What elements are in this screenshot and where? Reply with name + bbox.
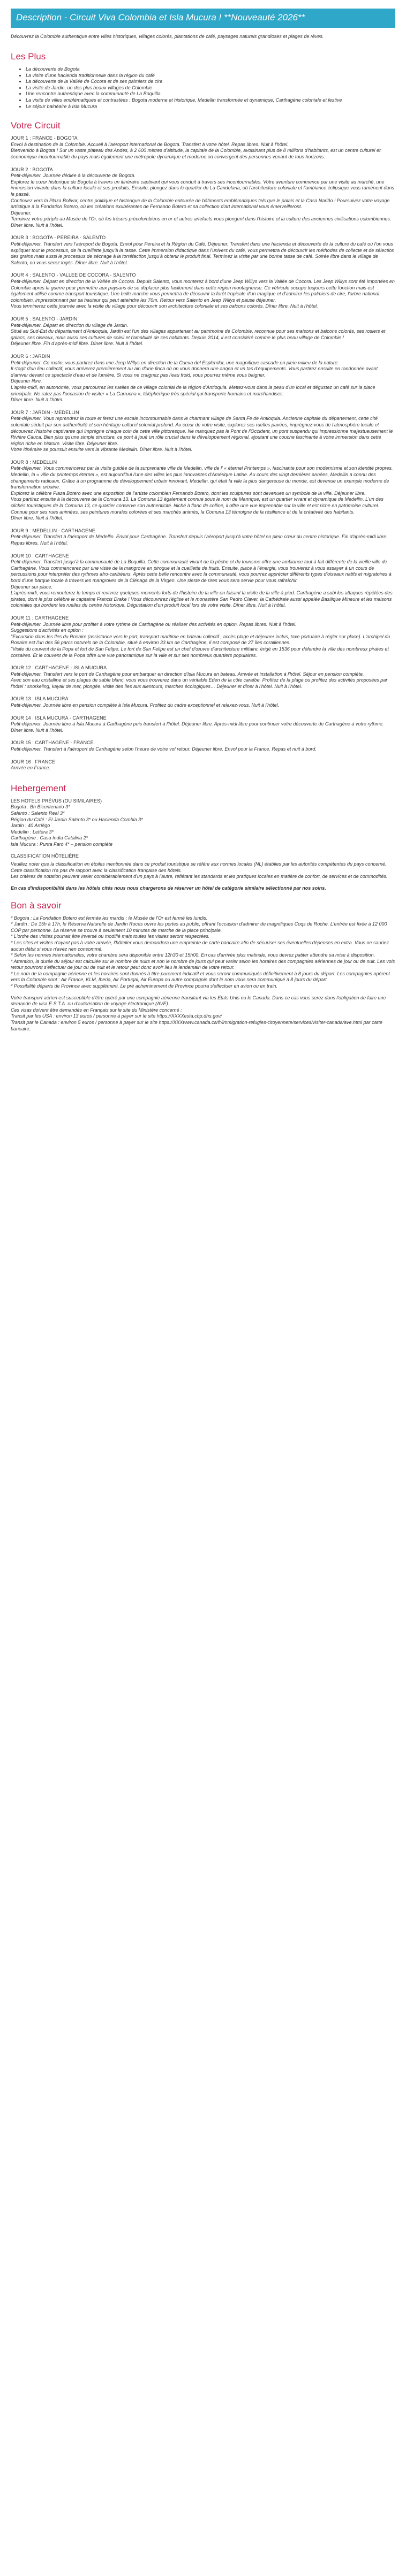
classification-line: Les critères de notation peuvent varier considérablement d'un pays à l'autre, reflétant les standards et les pratiques locales en matière de confort, de services et de commodités.: [11, 874, 388, 880]
hotel-item: Salento : Salento Real 3*: [11, 811, 65, 816]
plus-heading: Les Plus: [11, 51, 46, 62]
intro-text: Découvrez la Colombie authentique entre villes historiques, villages colorés, plantations de café, paysages naturels grandioses et plages de rêves.: [11, 34, 324, 39]
day-text: Petit-déjeuner. Journée libre en pension complète à Isla Mucura. Profitez du cadre exceptionnel et relaxez-vous. Nuit à l'hôtel.: [11, 702, 280, 708]
hotel-item: Région du Café : El Jardin Salento 3* ou Hacienda Combia 3*: [11, 816, 143, 822]
bon-line: * L'ordre des visites pourrait être inversé ou modifié mais toutes les visites seront respectées.: [11, 934, 210, 939]
day-text: Petit-déjeuner. Transfert à l'aéroport de Medellin. Envol pour Carthagène. Transfert depuis l'aéroport jusqu'à votre hôtel en plein cœur du centre historique. Fin d'après-midi libre. Repas libres. Nuit à l'hôtel.: [11, 534, 388, 546]
day-heading: JOUR 10 : CARTHAGENE: [11, 553, 69, 559]
day-text: Avec son eau cristalline et ses plages de sable blanc, vous vous trouverez dans un véritable Eden de la côte caraïbe. Profitez de la plage ou profitez des activités proposées par l'hôtel : snorkeling, kayak de mer, plongée, visite des îles aux alentours, marches écologiques… Déjeuner et dîner à l'hôtel. Nuit à l'hôtel.: [11, 677, 388, 689]
day-heading: JOUR 8 : MEDELLIN: [11, 459, 57, 465]
day-block: [11, 460, 395, 522]
day-text: Déjeuner.: [11, 210, 32, 216]
day-block: [11, 235, 395, 266]
hotel-note: En cas d'indisponibilité dans les hôtels cités nous nous chargerons de réserver un hôtel de catégorie similaire sélectionné par nos soins.: [11, 885, 326, 891]
day-text: Petit-déjeuner. Transfert vers l'aéroport de Bogota. Envol pour Pereira et la Région du Café. Déjeuner. Transfert dans une hacienda et découverte de la culture du café où l'on vous expliquer tout le processus, de la cueillette jusqu'à la tasse. Cette immersion didactique dans l'univers du café, vous permettra de découvrir les méthodes de collecte et de sélection des grains mais aussi le processus de séchage à la torréfaction jusqu'à obtenir le produit final. Terminez la visite par une bonne tasse de café. Soirée libre dans le village de Salento, où vous serez logés. Dîner libre. Nuit à l'hôtel.: [11, 241, 395, 265]
bon-line: * Possibilité départs de Province avec supplément. Le pré acheminement de Province pourra s'effectuer en avion ou en train.: [11, 983, 278, 989]
hotel-list: [11, 804, 395, 847]
day-block: [11, 528, 395, 547]
day-text: Vous partirez ensuite à la découverte de la Comuna 13. La Comuna 13 également connue sous le nom de Manrique, est un quartier vivant et dynamique de Medellin. L'un des clichés touristiques de la Comuna 13, ce quartier conserve son authenticité. Niché à flanc de colline, il offre une vue imprenable sur la ville et est riche en patrimoine culturel. Connue pour ses rues animées, ses peintures murales colorées et ses marchés animés, la Comuna 13 témoigne de la résilience et de la créativité des habitants.: [11, 496, 384, 515]
day-block: [11, 316, 395, 347]
day-heading: JOUR 13 : ISLA MUCURA: [11, 696, 69, 702]
hotel-item: Medellin : Lettera 3*: [11, 829, 54, 835]
day-text: Petit-déjeuner. Départ en direction du village de Jardin.: [11, 322, 129, 328]
day-text: Bienvenido à Bogota ! Sur un vaste plateau des Andes, à 2 600 mètres d'altitude, la capitale de la Colombie, avoisinant plus de 8 millions d'habitants, est un centre culturel et économique incontournable du pays mais également une métropole dynamique et moderne où convergent des personnes venant de tous horizons.: [11, 148, 381, 159]
classification-text: [11, 861, 395, 880]
day-text: Vous terminerez cette journée avec la visite du village pour découvrir son architecture coloniale et ses balcons colorés. Dîner libre. Nuit à l'hôtel.: [11, 303, 318, 309]
day-heading: JOUR 7 : JARDIN - MEDELLIN: [11, 409, 79, 415]
classification-line: Veuillez noter que la classification en étoiles mentionnée dans ce produit touristique se réfère aux normes locales (NL) établies par les autorités compétentes du pays concerné.: [11, 861, 387, 867]
classification-heading: CLASSIFICATION HÔTELIÈRE: [11, 853, 79, 859]
day-text: Il s'agit d'un lieu collectif, vous arriverez premièrement au ain d'une finca où on vous donnera une anqea et un tas d'équipements. Vous partirez ensuite en randonnée avant d'arriver devant ce spectacle d'eau et de lumière. Si vous ne craignez pas l'eau froid, vous pourrez même vous baigner.: [11, 366, 378, 378]
visa-line: Transit par le Canada : environ 5 euros / personne à payer sur le site https://XXXwww.canada.ca/fr/immigration-refugies-citoyennete/services/visiter-canada/ave.html par carte bancaire.: [11, 1020, 382, 1031]
bon-line: * Jardin : De 15h à 17h, le Réserva Naturelle de Jardín Roces ouvre les portes au public, offrant l'occasion d'admirer de magnifiques Coqs de Roche. L'entrée est fixée à 12 000 COP par personne. La réserve se trouve à seulement 10 minutes de marche de la place principale.: [11, 921, 387, 933]
plus-item: • La découverte de la Vallée de Cocora et de ses palmiers de cire: [26, 79, 395, 85]
day-text: Petit-déjeuner. Journée dédiée à la découverte de Bogota.: [11, 173, 136, 179]
day-heading: JOUR 16 : FRANCE: [11, 759, 56, 765]
day-block: [11, 553, 395, 609]
day-block: [11, 354, 395, 403]
bon-line: * Les sites et visites n'ayant pas à votre arrivée, l'hôtelier vous demandera une empreinte de carte bancaire afin de sécuriser ses éventuelles dépenses en extra. Vous ne sauriez aucun débit si vous n'avez rien consommé.: [11, 939, 389, 952]
plus-item: • Le séjour balnéaire à Isla Mucura: [26, 104, 395, 110]
day-heading: JOUR 6 : JARDIN: [11, 353, 50, 359]
hotel-item: Carthagène : Casa India Catalina 2*: [11, 835, 88, 841]
hotel-item: Jardin : 40 Arriégo: [11, 823, 50, 829]
day-heading: JOUR 2 : BOGOTA: [11, 166, 53, 172]
day-heading: JOUR 15 : CARTHAGENE - FRANCE: [11, 740, 94, 746]
day-text: Petit-déjeuner. Vous commencerez par la visite guidée de la surprenante ville de Medellin, ville de l' « éternel Printemps », fascinante pour son modernisme et son identité propres.: [11, 465, 393, 471]
day-block: [11, 759, 395, 771]
day-text: Petit-déjeuner. Journée libre pour profiter à votre rythme de Carthagène ou réaliser des activités en option. Repas libres. Nuit à l'hôtel.: [11, 621, 297, 627]
bon-heading: Bon à savoir: [11, 900, 62, 911]
day-block: [11, 135, 395, 160]
day-heading: JOUR 14 : ISLA MUCURA - CARTHAGENE: [11, 715, 107, 721]
day-text: Suggestions d'activités en option :: [11, 628, 84, 633]
day-text: Situé au Sud-Est du département d'Antioquia, Jardin est l'un des villages appartenant au patrimoine de Colombie, reconnue pour ses maisons et balcons colorés, ses rosiers et galacs, ses oiseaux, mais aussi ses cultures de soleil et l'amabilité de ses habitants. Depuis 2014, il est considéré comme le plus beau village de Colombie !: [11, 328, 386, 340]
day-text: Envol à destination de la Colombie. Accueil à l'aéroport international de Bogota. Transfert à votre hôtel. Repas libres. Nuit à l'hôtel.: [11, 141, 289, 147]
bon-line: * Bogota : La Fondation Botero est fermée les mardis ; le Musée de l'Or est fermé les lundis.: [11, 915, 208, 921]
day-text: Petit-déjeuner. Transfert jusqu'à la communauté de La Boquilla. Cette communauté vivant de la pêche et du tourisme offre une ambiance tout à fait différente de la vieille ville de Carthagène. Vous commencerez par une visite de la mangrove en pirogue et la cueillette de fruits. Ensuite, place à l'énergie, vous trouverez à vous essayer à un cours de percussions pour interpréter des rythmes afro-caribéens. Après cette belle rencontre avec la communauté, vous pourrez apprécier différents types d'oiseaux natifs et migratoires à bord d'une barque locale à travers les mangroves de la Ciénaga de la Virgen. Une sieste de rires vous sera servie pour vous rafraîchir.: [11, 559, 392, 583]
hotels-heading: LES HOTELS PRÉVUS (OU SIMILAIRES): [11, 798, 102, 804]
plus-item: • La découverte de Bogota: [26, 66, 395, 73]
day-block: [11, 715, 395, 734]
day-heading: JOUR 11 : CARTHAGENE: [11, 615, 69, 621]
day-text: Dîner libre. Nuit à l'hôtel.: [11, 515, 64, 521]
day-text: Medellin, la « ville du printemps éternel », est aujourd'hui l'une des villes les plus innovantes d'Amérique Latine. Au cours des vingt dernières années, Medellin a connu des changements radicaux. Grâce à un programme de développement urbain innovant, Medellin, qui était la ville la plus dangereuse du monde, est devenue un exemple moderne de transformation urbaine.: [11, 472, 389, 490]
day-text: Explorez le cœur historique de Bogota à travers un itinéraire captivant qui vous conduit à travers ses incontournables. Votre aventure commence par une visite au marché, une immersion vivante dans la culture locale et ses produits. Ensuite, plongez dans le quartier de La Candelaria, où l'architecture coloniale et l'ambiance éclipsique vous ramènent dans le passé.: [11, 179, 394, 197]
day-heading: JOUR 4 : SALENTO - VALLEE DE COCORA - SALENTO: [11, 272, 136, 278]
day-text: Déjeuner libre. Fin d'après-midi libre. Dîner libre. Nuit à l'hôtel.: [11, 341, 144, 347]
classification-line: Cette classification n'a pas de rapport avec la classification française des hôtels.: [11, 867, 182, 873]
day-heading: JOUR 3 : BOGOTA - PEREIRA - SALENTO: [11, 235, 106, 241]
day-text: Dîner libre. Nuit à l'hôtel.: [11, 397, 64, 403]
circuit-days: [11, 135, 395, 771]
day-block: [11, 696, 395, 708]
plus-item: • La visite de Jardin, un des plus beaux villages de Colombie: [26, 85, 395, 91]
day-block: [11, 740, 395, 752]
day-text: L'après-midi, vous remonterez le temps et revivrez quelques moments forts de l'histoire de la ville en faisant la visite de la ville à pied. Carthagène a subi les attaques répétées des pirates, dont le plus célèbre le capitaine Francis Drake ! Vous découvrirez l'église et le monastère San Pedro Claver, la Cathédrale aussi appelée Basilique Mineure et les maisons coloniales qui bordent les ruelles du centre historique. Dégustation d'un produit local lors de votre visite. Dîner libre. Nuit à l'hôtel.: [11, 590, 393, 608]
visa-line: Votre transport aérien est susceptible d'être opéré par une compagnie aérienne transitant via les Etats Unis ou le Canada. Dans ce cas vous serez dans l'obligation de faire une demande de visa E.S.T.A. ou d'autorisation de voyage électronique (AVE).: [11, 995, 386, 1007]
hotels-section: [11, 798, 395, 892]
bon-list: [11, 915, 395, 990]
day-heading: JOUR 9 : MEDELLIN - CARTHAGENE: [11, 528, 95, 533]
plus-item: • La visite d'une hacienda traditionnelle dans la région du café: [26, 73, 395, 79]
day-heading: JOUR 1 : FRANCE - BOGOTA: [11, 135, 78, 141]
day-text: Petit-déjeuner. Journée libre à Isla Mucura à Carthagène puis transfert à l'hôtel. Déjeuner libre. Après-midi libre pour continuer votre découverte de Carthagène à votre rythme. Dîner libre. Nuit à l'hôtel.: [11, 721, 384, 733]
day-block: [11, 615, 395, 659]
day-text: Petit-déjeuner. Transfert à l'aéroport de Carthagène selon l'heure de votre vol retour. Déjeuner libre. Envol pour la France. Repas et nuit à bord.: [11, 746, 317, 752]
day-text: Déjeuner libre.: [11, 378, 42, 384]
visa-line: Ces visas doivent être demandés en Français sur le site du Ministère concerné :: [11, 1007, 182, 1013]
day-text: "Visite du couvent de la Popa et fort de San Felipe. Le fort de San Felipe est un chef d'œuvre d'architecture militaire, érigé en 1536 pour défendre la ville des nombreux pirates et corsaires. Et le couvent de la Popa offre une vue panoramique sur la ville et sur ses nombreux quartiers populaires.: [11, 646, 389, 658]
visa-line: Transit par les USA : environ 13 euros / personne à payer sur le site https://XXXXesta.cbp.dhs.gov/: [11, 1013, 222, 1019]
day-text: Petit-déjeuner. Vous reprendrez la route et ferez une escale incontournable dans le charmant village de Santa Fe de Antioquia. Ancienne capitale du département, cette cité coloniale séduit par son authenticité et son héritage culturel colonial profond. Au cœur de votre visite, explorez ses ruelles pavées, imprégnez-vous de l'atmosphère locale et découvrez l'histoire captivante qui imprègne chaque coin de cette ville pittoresque. Ne manquez pas le Pont de l'Occident, un pont suspendu qui impressionne majestueusement le Rivière Cauca. Bien plus qu'une simple structure, ce pont à joué un rôle crucial dans le développement régional, ajoutant une couche fascinante à votre immersion dans cette région riche en histoire. Visite libre. Déjeuner libre.: [11, 416, 393, 446]
hotel-item: Bogota : Bh Bicentenario 3*: [11, 804, 70, 810]
day-text: Explorez la célèbre Plaza Botero avec une exposition de l'artiste colombien Fernando Botero, dont les sculptures sont devenues un symbole de la ville. Déjeuner libre.: [11, 490, 366, 496]
day-text: Dîner libre. Nuit à l'hôtel.: [11, 222, 64, 228]
bon-line: * Attention, la durée du séjour est calculée sur le nombre de nuits et non le nombre de jours qui peut varier selon les horaires des compagnies aériennes de jour ou de nuit. Les vols retour pourront s'effectuer de jour ou de nuit et le retour peut donc avoir lieu le lendemain de votre retour.: [11, 958, 395, 970]
day-text: Votre itinéraire se poursuit ensuite vers la vibrante Medellin. Dîner libre. Nuit à l'hôtel.: [11, 447, 193, 453]
day-text: "Excursion dans les îles du Rosaire (assistance vers le port, transport maritime en bateau collectif , accès plage et déjeuner inclus, taxe portuaire à régler sur place). L'archipel du Rosaire est l'un des 56 parcs naturels de la Colombie, situé à environ 33 km de Carthagène, il est composé de 27 îles coralliennes.: [11, 633, 390, 646]
day-text: Arrivée en France.: [11, 765, 51, 771]
plus-list: [11, 66, 395, 110]
day-text: Terminez votre périple au Musée de l'Or, où les trésors précolombiens en or et autres artefacts vous plongent dans l'histoire et la culture des anciennes civilisations colombiennes.: [11, 216, 392, 222]
day-block: [11, 665, 395, 690]
plus-item: • La visite de villes emblématiques et contrastées : Bogota moderne et historique, Medellin transformée et dynamique, Carthagène coloniale et festive: [26, 97, 395, 104]
page: [0, 0, 406, 1043]
plus-item: • Une rencontre authentique avec la communauté de La Boquilla: [26, 91, 395, 97]
bon-section: [11, 915, 395, 1033]
day-text: Continuez vers la Plaza Bolivar, centre politique et historique de la Colombie entourée de bâtiments emblématiques tels que le palais et la Casa Nariño ! Poursuivez votre voyage artistique à la Fondation Botero, où les créations exubérantes de Fernando Botero et sa collection d'art international vous émerveilleront.: [11, 197, 390, 210]
day-block: [11, 272, 395, 310]
visa-text: [11, 995, 395, 1033]
day-block: [11, 410, 395, 453]
day-text: Déjeuner sur place.: [11, 584, 53, 590]
day-text: L'après-midi, en autonomie, vous parcourrez les ruelles de ce village colonial de la région d'Antioquia. Mettez-vous dans la peau d'un local et dégustez un café sur la place principale. Ne ratez pas l'occasion de visiter « La Garrucha », téléphérique très spécial qui transporte humains et marchandises.: [11, 384, 375, 396]
circuit-heading: Votre Circuit: [11, 120, 61, 131]
bon-line: * Le nom de la compagnie aérienne et les horaires sont donnés à titre purement indicatif et vous seront communiqués définitivement à 8 jours du départ. Les compagnies opèrent vers la Colombie sont : Air France, KLM, Iberia, Air Portugal, Air Europa ou autre compagnie dont le nom vous sera communiqué à 8 jours du départ.: [11, 970, 390, 983]
day-heading: JOUR 5 : SALENTO - JARDIN: [11, 316, 78, 322]
hebergement-heading: Hebergement: [11, 783, 66, 793]
day-text: Petit-déjeuner. Transfert vers le port de Carthagène pour embarquer en direction d'Isla Mucura en bateau. Arrivée et installation à l'hôtel. Séjour en pension complète.: [11, 671, 364, 677]
bon-line: * Selon les normes internationales, votre chambre sera disponible entre 12h30 et 15h00. En cas d'arrivée plus matinale, vous devrez patiter attendre sa mise à disposition.: [11, 952, 375, 958]
day-heading: JOUR 12 : CARTHAGENE - ISLA MUCURA: [11, 665, 107, 671]
page-title: Description - Circuit Viva Colombia et Isla Mucura ! **Nouveauté 2026**: [11, 9, 395, 28]
day-text: Petit-déjeuner. Départ en direction de la Vallée de Cocora. Depuis Salento, vous monterez à bord d'une Jeep Willys vers la Vallée de Cocora. Les Jeep Willys sont été importées en Colombie après la guerre pour permettre aux paysans de se déplacer plus facilement dans cette région montagneuse. Ce véhicule occupe toujours cette fonction mais est également utilisé comme transport touristique. Une belle marche vous permettra de découvrir la forêt tropicale d'un magique et d'admirer les palmiers de cire, l'arbre national colombien, impressionnant par sa hauteur qui peut atteindre les 70m. Retour vers Salento en Jeep Willys et pause déjeuner.: [11, 279, 395, 303]
hotel-item: Isla Mucura : Punta Faro 4* – pension complète: [11, 841, 113, 847]
day-block: [11, 167, 395, 229]
day-text: Petit-déjeuner. Ce matin, vous partirez dans une Jeep Willys en direction de la Cueva del Esplendor, une magnifique cascade en plein milieu de la nature.: [11, 360, 339, 365]
